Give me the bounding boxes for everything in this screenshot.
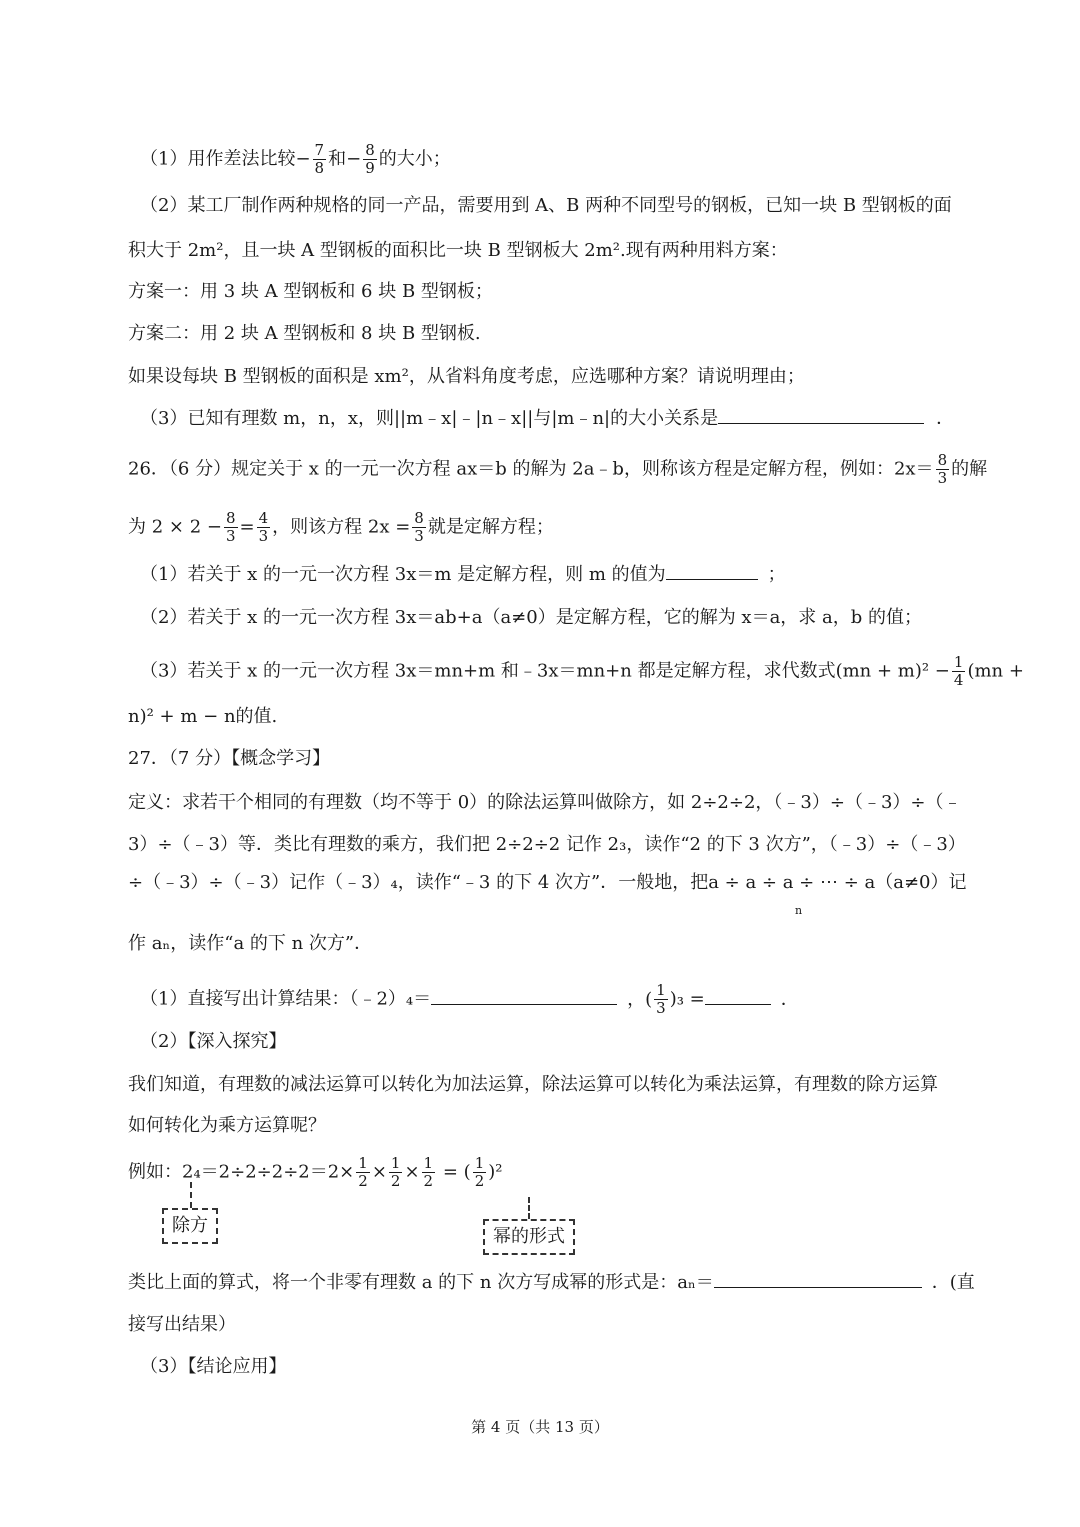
q27-part3-heading: （3）【结论应用】 [140,1356,287,1377]
q26-part3-line2: n)² + m − n的值. [128,706,278,727]
q26-part3-line1: （3）若关于 x 的一元一次方程 3x＝mn+m 和﹣3x＝mn+n 都是定解方程，求代数式(mn + m)² − $\frac{1}{4}$ (mn + [140,653,1024,689]
q25-part1: （1）用作差法比较− $\frac{7}{8}$ 和− $\frac{8}{9}$ 的大小； [140,141,451,177]
fraction: $\frac{1}{2}$ [474,1154,485,1190]
answer-blank[interactable] [718,405,924,424]
fraction: $\frac{8}{9}$ [365,141,375,177]
q26-part2: （2）若关于 x 的一元一次方程 3x＝ab+a（a≠0）是定解方程，它的解为 x＝a，求 a，b 的值； [140,607,923,628]
q25-part2-line2: 积大于 2m²，且一块 A 型钢板的面积比一块 B 型钢板大 2m².现有两种用料方案： [128,240,788,261]
label-box-power-form: 幂的形式 [483,1219,575,1255]
q25-part2-question: 如果设每块 B 型钢板的面积是 xm²，从省料角度考虑，应选哪种方案？请说明理由； [128,366,805,387]
fraction: $\frac{1}{2}$ [423,1154,434,1190]
fraction: $\frac{8}{3}$ [414,509,424,545]
q27-part2-heading: （2）【深入探究】 [140,1031,287,1052]
q27-part2-text-line2: 如何转化为乘方运算呢？ [128,1115,326,1136]
fraction: $\frac{1}{2}$ [390,1154,401,1190]
q25-part3: （3）已知有理数 m，n，x，则||m﹣x|﹣|n﹣x||与|m﹣n|的大小关系是 ． [140,405,954,433]
q26-stem-line2: 为 2 × 2 − $\frac{8}{3}$ = $\frac{4}{3}$ ，则该方程 2x = $\frac{8}{3}$ 就是定解方程； [128,509,554,545]
brace-count-label: n [795,904,803,917]
q27-definition-line4: 作 aₙ，读作“a 的下 n 次方”． [128,933,373,954]
q26-part1: （1）若关于 x 的一元一次方程 3x＝m 是定解方程，则 m 的值为 ； [140,561,786,589]
fraction: $\frac{1}{3}$ [656,981,666,1017]
fraction: $\frac{8}{3}$ [937,451,948,487]
q27-part2-text-line1: 我们知道，有理数的减法运算可以转化为加法运算，除法运算可以转化为乘法运算，有理数的除方运算 [128,1074,938,1095]
answer-blank[interactable] [431,986,617,1005]
label-box-division-power: 除方 [162,1208,218,1244]
fraction: $\frac{4}{3}$ [258,509,269,545]
answer-blank[interactable] [666,561,758,580]
q27-part2-text-line4: 接写出结果） [128,1314,236,1335]
q27-definition-line1: 定义：求若干个相同的有理数（均不等于 0）的除法运算叫做除方，如 2÷2÷2，（﹣3）÷（﹣3）÷（﹣ [128,792,962,813]
fraction: $\frac{7}{8}$ [314,141,325,177]
q27-heading: 27．（7 分）【概念学习】 [128,748,331,769]
q25-plan2: 方案二：用 2 块 A 型钢板和 8 块 B 型钢板. [128,323,481,344]
q27-example: 例如：2₄＝2÷2÷2÷2＝2× $\frac{1}{2}$ × $\frac{1}{2}$ × $\frac{1}{2}$ = ( $\frac{1}{2}$ )² [128,1154,503,1190]
dashed-connector [190,1182,192,1208]
page-footer: 第 4 页（共 13 页） [471,1418,609,1436]
dashed-connector [528,1197,530,1219]
fraction: $\frac{1}{2}$ [358,1154,368,1190]
q27-part2-text-line3: 类比上面的算式，将一个非零有理数 a 的下 n 次方写成幂的形式是：aₙ＝ ．(直 [128,1269,975,1297]
q25-plan1: 方案一：用 3 块 A 型钢板和 6 块 B 型钢板； [128,281,493,302]
q26-stem-line1: 26．（6 分）规定关于 x 的一元一次方程 ax＝b 的解为 2a﹣b，则称该方程是定解方程，例如：2x＝ $\frac{8}{3}$ 的解 [128,451,988,487]
fraction: $\frac{8}{3}$ [225,509,236,545]
fraction: $\frac{1}{4}$ [953,653,964,689]
q27-definition-line2: 3）÷（﹣3）等．类比有理数的乘方，我们把 2÷2÷2 记作 2₃，读作“2 的下 3 次方”，（﹣3）÷（﹣3） [128,834,966,855]
answer-blank[interactable] [714,1269,922,1288]
q27-part1: （1）直接写出计算结果：（﹣2）₄＝ ，( $\frac{1}{3}$ )₃ = ． [140,981,799,1017]
q25-part2-line1: （2）某工厂制作两种规格的同一产品，需要用到 A、B 两种不同型号的钢板，已知一块 B 型钢板的面 [140,195,952,216]
answer-blank[interactable] [705,986,771,1005]
q27-definition-line3: ÷（﹣3）÷（﹣3）记作（﹣3）₄，读作“﹣3 的下 4 次方”．一般地，把a ÷ a ÷ a ÷ ⋯ ÷ a（a≠0）记 [128,872,967,893]
